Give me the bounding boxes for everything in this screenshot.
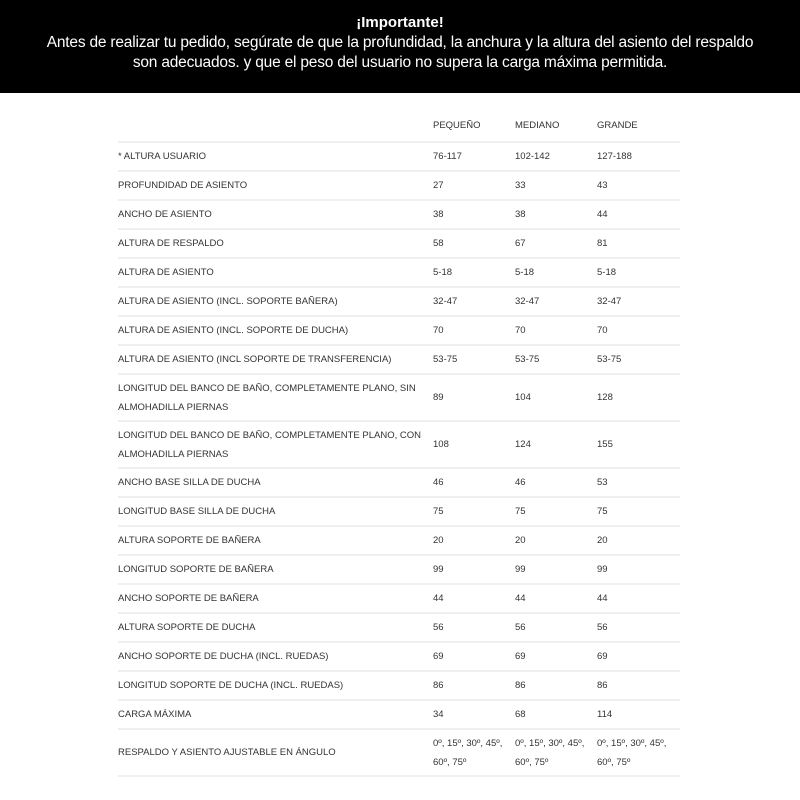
row-label: LONGITUD DEL BANCO DE BAÑO, COMPLETAMENTE PLANO, CON ALMOHADILLA PIERNAS bbox=[118, 421, 433, 468]
row-label: ANCHO DE ASIENTO bbox=[118, 200, 433, 229]
value-small: 69 bbox=[433, 642, 515, 671]
value-large: 44 bbox=[597, 200, 680, 229]
table-row bbox=[118, 671, 680, 700]
header-large: GRANDE bbox=[597, 110, 680, 142]
notice-line-1: Antes de realizar tu pedido, segúrate de que la profundidad, la anchura y la altura del asiento del respaldo bbox=[46, 34, 754, 51]
row-label: LONGITUD BASE SILLA DE DUCHA bbox=[118, 497, 433, 526]
notice-title: ¡Importante! bbox=[356, 14, 444, 31]
table-row bbox=[118, 497, 680, 526]
value-small: 32-47 bbox=[433, 287, 515, 316]
value-small: 44 bbox=[433, 584, 515, 613]
table-row bbox=[118, 468, 680, 497]
value-medium: 46 bbox=[515, 468, 597, 497]
table-row bbox=[118, 555, 680, 584]
value-large: 5-18 bbox=[597, 258, 680, 287]
value-medium: 75 bbox=[515, 497, 597, 526]
table-row bbox=[118, 171, 680, 200]
table-row bbox=[118, 584, 680, 613]
row-label: RESPALDO Y ASIENTO AJUSTABLE EN ÁNGULO bbox=[118, 729, 433, 776]
value-medium: 38 bbox=[515, 200, 597, 229]
value-small: 0º, 15º, 30º, 45º, 60º, 75º bbox=[433, 729, 515, 776]
table-row bbox=[118, 613, 680, 642]
value-medium: 5-18 bbox=[515, 258, 597, 287]
row-label: LONGITUD SOPORTE DE BAÑERA bbox=[118, 555, 433, 584]
row-label: ALTURA SOPORTE DE DUCHA bbox=[118, 613, 433, 642]
value-small: 58 bbox=[433, 229, 515, 258]
value-large: 43 bbox=[597, 171, 680, 200]
value-large: 128 bbox=[597, 374, 680, 421]
value-medium: 56 bbox=[515, 613, 597, 642]
value-large: 44 bbox=[597, 584, 680, 613]
important-notice-banner bbox=[0, 0, 800, 93]
value-medium: 68 bbox=[515, 700, 597, 729]
row-label: CARGA MÁXIMA bbox=[118, 700, 433, 729]
value-small: 75 bbox=[433, 497, 515, 526]
value-large: 114 bbox=[597, 700, 680, 729]
row-label: ALTURA DE ASIENTO (INCL. SOPORTE DE DUCHA) bbox=[118, 316, 433, 345]
value-small: 46 bbox=[433, 468, 515, 497]
row-label: ALTURA DE ASIENTO bbox=[118, 258, 433, 287]
header-label bbox=[118, 110, 433, 142]
value-small: 20 bbox=[433, 526, 515, 555]
table-row bbox=[118, 729, 680, 776]
value-large: 75 bbox=[597, 497, 680, 526]
value-large: 81 bbox=[597, 229, 680, 258]
value-large: 99 bbox=[597, 555, 680, 584]
table-header-row bbox=[118, 110, 680, 142]
value-large: 20 bbox=[597, 526, 680, 555]
value-medium: 69 bbox=[515, 642, 597, 671]
value-medium: 102-142 bbox=[515, 142, 597, 171]
value-large: 53-75 bbox=[597, 345, 680, 374]
value-medium: 99 bbox=[515, 555, 597, 584]
table-row bbox=[118, 345, 680, 374]
value-small: 27 bbox=[433, 171, 515, 200]
row-label: * ALTURA USUARIO bbox=[118, 142, 433, 171]
value-large: 53 bbox=[597, 468, 680, 497]
table-row bbox=[118, 421, 680, 468]
row-label: ALTURA DE ASIENTO (INCL. SOPORTE BAÑERA) bbox=[118, 287, 433, 316]
value-small: 89 bbox=[433, 374, 515, 421]
table-row bbox=[118, 142, 680, 171]
value-medium: 67 bbox=[515, 229, 597, 258]
table-row bbox=[118, 642, 680, 671]
row-label: ALTURA DE ASIENTO (INCL SOPORTE DE TRANSFERENCIA) bbox=[118, 345, 433, 374]
value-medium: 53-75 bbox=[515, 345, 597, 374]
value-large: 0º, 15º, 30º, 45º, 60º, 75º bbox=[597, 729, 680, 776]
value-small: 56 bbox=[433, 613, 515, 642]
value-medium: 0º, 15º, 30º, 45º, 60º, 75º bbox=[515, 729, 597, 776]
row-label: ANCHO BASE SILLA DE DUCHA bbox=[118, 468, 433, 497]
value-medium: 104 bbox=[515, 374, 597, 421]
value-medium: 32-47 bbox=[515, 287, 597, 316]
value-small: 70 bbox=[433, 316, 515, 345]
row-label: LONGITUD SOPORTE DE DUCHA (INCL. RUEDAS) bbox=[118, 671, 433, 700]
table-row bbox=[118, 258, 680, 287]
value-medium: 33 bbox=[515, 171, 597, 200]
size-specifications-table bbox=[118, 110, 680, 777]
value-large: 127-188 bbox=[597, 142, 680, 171]
row-label: ANCHO SOPORTE DE DUCHA (INCL. RUEDAS) bbox=[118, 642, 433, 671]
row-label: ALTURA SOPORTE DE BAÑERA bbox=[118, 526, 433, 555]
value-large: 69 bbox=[597, 642, 680, 671]
value-large: 86 bbox=[597, 671, 680, 700]
value-small: 99 bbox=[433, 555, 515, 584]
table-row bbox=[118, 526, 680, 555]
row-label: LONGITUD DEL BANCO DE BAÑO, COMPLETAMENTE PLANO, SIN ALMOHADILLA PIERNAS bbox=[118, 374, 433, 421]
value-small: 5-18 bbox=[433, 258, 515, 287]
value-large: 56 bbox=[597, 613, 680, 642]
value-small: 86 bbox=[433, 671, 515, 700]
table-row bbox=[118, 700, 680, 729]
value-large: 32-47 bbox=[597, 287, 680, 316]
value-medium: 20 bbox=[515, 526, 597, 555]
value-small: 34 bbox=[433, 700, 515, 729]
row-label: ALTURA DE RESPALDO bbox=[118, 229, 433, 258]
value-small: 76-117 bbox=[433, 142, 515, 171]
value-small: 108 bbox=[433, 421, 515, 468]
value-small: 38 bbox=[433, 200, 515, 229]
row-label: ANCHO SOPORTE DE BAÑERA bbox=[118, 584, 433, 613]
row-label: PROFUNDIDAD DE ASIENTO bbox=[118, 171, 433, 200]
value-medium: 44 bbox=[515, 584, 597, 613]
value-small: 53-75 bbox=[433, 345, 515, 374]
header-medium: MEDIANO bbox=[515, 110, 597, 142]
value-large: 155 bbox=[597, 421, 680, 468]
value-medium: 124 bbox=[515, 421, 597, 468]
header-small: PEQUEÑO bbox=[433, 110, 515, 142]
table-row bbox=[118, 316, 680, 345]
value-large: 70 bbox=[597, 316, 680, 345]
table-row bbox=[118, 374, 680, 421]
table-row bbox=[118, 229, 680, 258]
value-medium: 70 bbox=[515, 316, 597, 345]
table-row bbox=[118, 200, 680, 229]
notice-line-2: son adecuados. y que el peso del usuario no supera la carga máxima permitida. bbox=[132, 54, 668, 71]
table-row bbox=[118, 287, 680, 316]
value-medium: 86 bbox=[515, 671, 597, 700]
